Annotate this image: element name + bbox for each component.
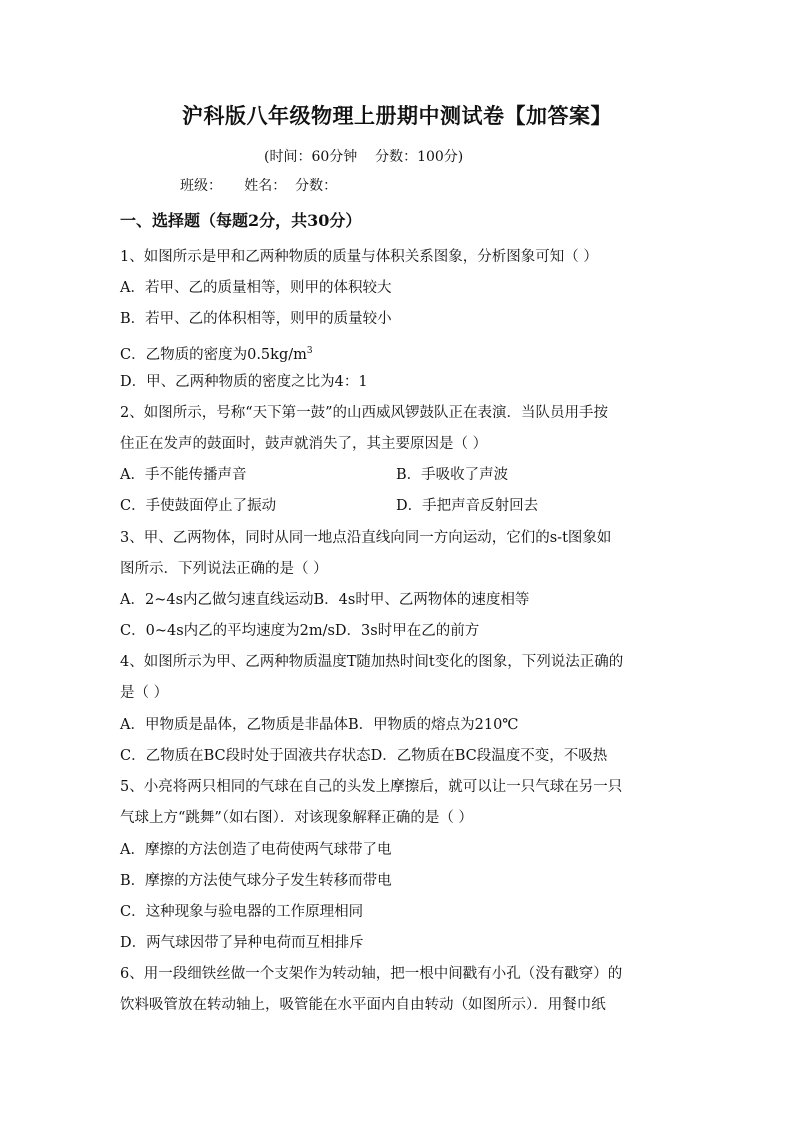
q1-option-d: D．甲、乙两种物质的密度之比为4：1 <box>120 374 368 390</box>
q6-stem-line1: 6、用一段细铁丝做一个支架作为转动轴，把一根中间戳有小孔（没有戳穿）的 <box>120 966 623 982</box>
q2-stem-line1: 2、如图所示，号称“天下第一鼓”的山西威风锣鼓队正在表演．当队员用手按 <box>120 405 609 421</box>
q5-stem-line2: 气球上方“跳舞”（如右图）．对该现象解释正确的是（ ） <box>120 810 473 826</box>
section-heading: 一、选择题（每题2分，共30分） <box>120 211 362 230</box>
q6-stem-line2: 饮料吸管放在转动轴上，吸管能在水平面内自由转动（如图所示）．用餐巾纸 <box>120 997 606 1013</box>
q2-option-a: A．手不能传播声音 <box>120 467 247 483</box>
q5-option-d: D．两气球因带了异种电荷而互相排斥 <box>120 935 364 951</box>
q1-option-a: A．若甲、乙的质量相等，则甲的体积较大 <box>120 280 392 296</box>
q5-option-a: A．摩擦的方法创造了电荷使两气球带了电 <box>120 842 392 858</box>
q5-option-c: C．这种现象与验电器的工作原理相同 <box>120 904 364 920</box>
q2-option-b: B．手吸收了声波 <box>396 467 509 483</box>
q1-stem: 1、如图所示是甲和乙两种物质的质量与体积关系图象，分析图象可知（ ） <box>120 249 598 265</box>
q2-option-c: C．手使鼓面停止了振动 <box>120 498 277 514</box>
q4-options-cd: C．乙物质在BC段时处于固液共存状态D．乙物质在BC段温度不变，不吸热 <box>120 748 608 764</box>
q3-stem-line1: 3、甲、乙两物体，同时从同一地点沿直线向同一方向运动，它们的s-t图象如 <box>120 530 612 546</box>
q5-stem-line1: 5、小亮将两只相同的气球在自己的头发上摩擦后，就可以让一只气球在另一只 <box>120 779 623 795</box>
q1-option-c-text: C．乙物质的密度为0.5kg/m <box>120 347 307 363</box>
q4-stem-line1: 4、如图所示为甲、乙两种物质温度T随加热时间t变化的图象，下列说法正确的 <box>120 654 624 670</box>
q1-option-c-exponent: 3 <box>306 346 313 356</box>
exam-time-score: (时间：60分钟 分数：100分) <box>264 149 464 165</box>
q1-option-b: B．若甲、乙的体积相等，则甲的质量较小 <box>120 311 392 327</box>
q2-stem-line2: 住正在发声的鼓面时，鼓声就消失了，其主要原因是（ ） <box>120 436 488 452</box>
student-info-line: 班级： 姓名： 分数： <box>180 178 338 194</box>
q2-option-d: D．手把声音反射回去 <box>396 498 539 514</box>
q3-options-cd: C．0~4s内乙的平均速度为2m/sD．3s时甲在乙的前方 <box>120 623 480 639</box>
exam-title: 沪科版八年级物理上册期中测试卷【加答案】 <box>182 103 612 128</box>
q3-stem-line2: 图所示．下列说法正确的是（ ） <box>120 561 328 577</box>
q5-option-b: B．摩擦的方法使气球分子发生转移而带电 <box>120 873 392 889</box>
q1-option-c <box>120 341 313 365</box>
q4-stem-line2: 是（ ） <box>120 685 169 701</box>
q4-options-ab: A．甲物质是晶体，乙物质是非晶体B．甲物质的熔点为210℃ <box>120 717 519 733</box>
q3-options-ab: A．2~4s内乙做匀速直线运动B．4s时甲、乙两物体的速度相等 <box>120 592 530 608</box>
